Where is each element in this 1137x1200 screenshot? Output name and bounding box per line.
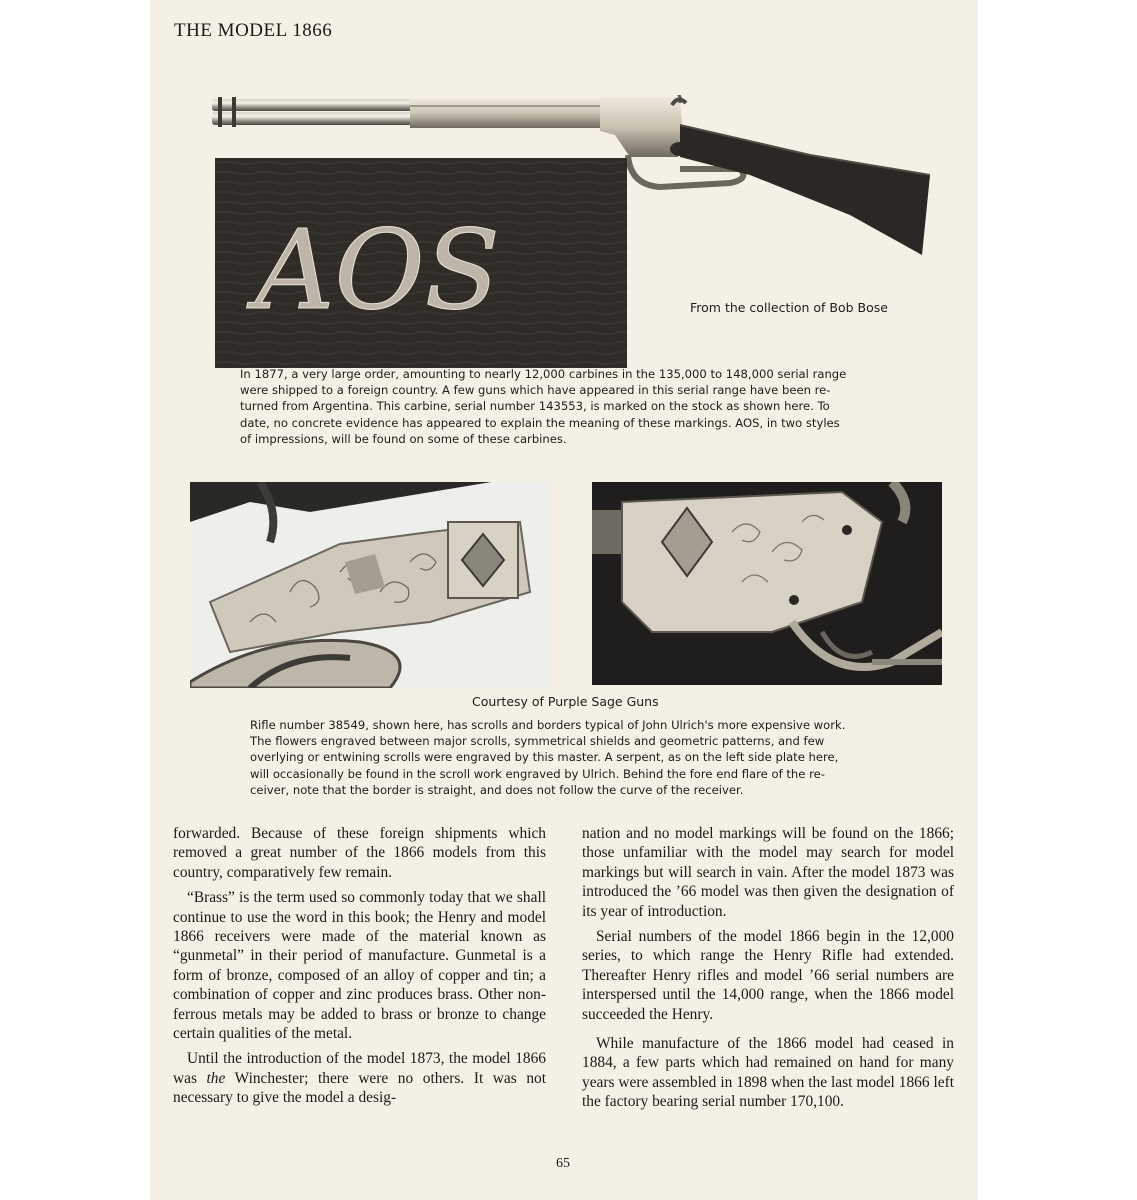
engraved-receiver-right-photo (592, 482, 942, 685)
page-number: 65 (556, 1156, 570, 1171)
body-column-right (582, 824, 954, 1118)
body-paragraph (173, 1049, 546, 1107)
body-text: Winchester; there were no others. It was not necessary to give the model a desig- (173, 1069, 546, 1107)
figure-caption-1 (240, 366, 930, 447)
caption-line: turned from Argentina. This carbine, serial number 143553, is marked on the stock as shown here. To (240, 399, 830, 414)
page-header: THE MODEL 1866 (174, 20, 333, 41)
body-paragraph: Serial numbers of the model 1866 begin in the 12,000 series, to which range the Henry Rifle had extended. Thereafter Henry rifles and model ’66 serial numbers are interspersed until the 14,000 range, when the 1866 model succeeded the Henry. (582, 928, 954, 1023)
caption-line: Rifle number 38549, shown here, has scrolls and borders typical of John Ulrich's more expensive work. (250, 718, 846, 732)
emphasis-text: the (206, 1069, 226, 1087)
engraved-receiver-left-photo (190, 482, 552, 688)
caption-line: will occasionally be found in the scroll work engraved by Ulrich. Behind the fore end flare of the re- (250, 766, 825, 781)
caption-line: The flowers engraved between major scrolls, symmetrical shields and geometric patterns, and few (250, 734, 825, 749)
rifle-credit: From the collection of Bob Bose (690, 300, 888, 315)
stock-marking-photo (215, 158, 627, 368)
caption-line: In 1877, a very large order, amounting to nearly 12,000 carbines in the 135,000 to 148,000 serial range (240, 367, 847, 381)
stock-marking-aos: AOS (255, 206, 500, 334)
caption-line: were shipped to a foreign country. A few guns which have appeared in this serial range have been re- (240, 383, 831, 398)
body-column-left (173, 824, 546, 1114)
figure-caption-2 (250, 717, 925, 798)
caption-line: overlying or entwining scrolls were engraved by this master. A serpent, as on the left side plate here, (250, 750, 839, 765)
caption-line: of impressions, will be found on some of these carbines. (240, 431, 567, 446)
caption-line: date, no concrete evidence has appeared to explain the meaning of these markings. AOS, in two styles (240, 415, 840, 430)
caption-line: ceiver, note that the border is straight, and does not follow the curve of the receiver. (250, 782, 744, 797)
body-paragraph: nation and no model markings will be found on the 1866; those unfamiliar with the model may search for model markings but will search in vain. After the model 1873 was introduced the ’66 model was then given the designation of its year of introduction. (582, 825, 954, 920)
body-paragraph: forwarded. Because of these foreign shipments which removed a great number of the 1866 models from this country, comparatively few remain. (173, 825, 546, 881)
engraving-credit: Courtesy of Purple Sage Guns (472, 694, 659, 709)
body-paragraph: “Brass” is the term used so commonly today that we shall continue to use the word in this book; the Henry and model 1866 receivers were made of the material known as “gunmetal” in their period of manufacture. Gunmetal is a form of bronze, composed of an alloy of copper and tin; a combination of copper and zinc produces brass. Other non-ferrous metals may be added to brass or bronze to change certain qualities of the metal. (173, 889, 546, 1043)
body-text: Until the introduction of the model 1873, the model 1866 was (173, 1050, 546, 1087)
body-paragraph: While manufacture of the 1866 model had ceased in 1884, a few parts which had remained on hand for many years were assembled in 1898 when the last model 1866 left the factory bearing serial number 170,100. (582, 1035, 954, 1111)
